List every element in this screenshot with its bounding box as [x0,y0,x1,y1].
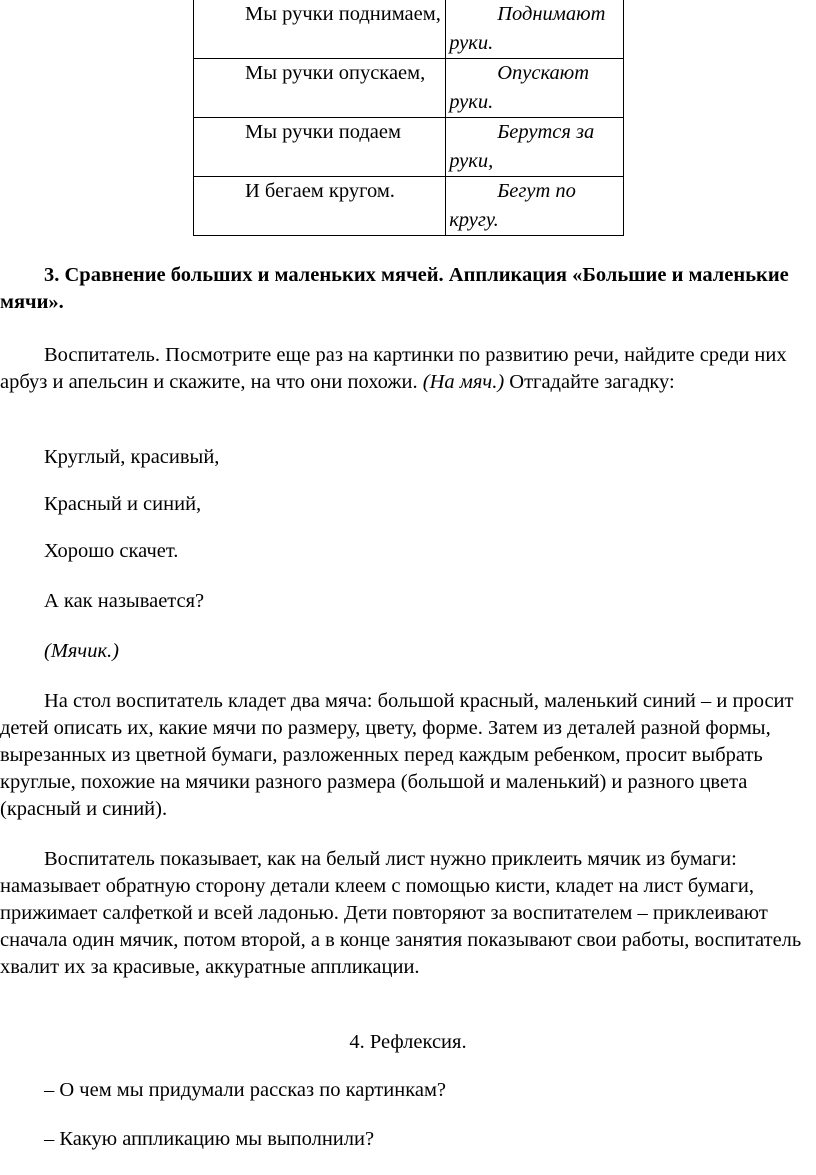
table-row [194,59,624,118]
poem-line-cell [194,177,446,236]
table-row [194,177,624,236]
poem-line-cell [194,0,446,59]
poem-action-cell [446,0,624,59]
poem-line: Мы ручки поднимаем, [245,3,441,25]
table-row [194,118,624,177]
riddle-line: А как называется? [44,590,205,612]
section-3-heading: 3. Сравнение больших и маленьких мячей. Аппликация «Большие и маленькие мячи». [0,264,789,313]
section-3-intro: Воспитатель. Посмотрите еще раз на картинки по развитию речи, найдите среди них арбуз и апельсин и скажите, на что они похожи. (На мяч.) Отгадайте загадку: [0,344,787,393]
intro-hint: (На мяч.) [422,371,505,393]
poem-action: Берутся за руки, [449,121,595,172]
poem-action: Поднимают руки. [449,3,606,54]
paragraph: На стол воспитатель кладет два мяча: большой красный, маленький синий – и просит детей описать их, какие мячи по размеру, цвету, форме. Затем из деталей разной формы, вырезанных из цветной бумаги, разложенных перед каждым ребенком, просит выбрать круглые, похожие на мячики разного размера (большой и маленький) и разного цвета (красный и синий). [0,690,794,820]
riddle-line: Круглый, красивый, [44,446,220,468]
poem-action: Бегут по кругу. [449,180,576,231]
reflection-question: – О чем мы придумали рассказ по картинкам? [44,1079,447,1101]
poem-action: Опускают руки. [449,62,590,113]
riddle-answer: (Мячик.) [44,640,120,662]
poem-line: Мы ручки подаем [245,121,401,143]
poem-action-cell [446,177,624,236]
poem-line: Мы ручки опускаем, [245,62,426,84]
poem-action-cell [446,118,624,177]
poem-line: И бегаем кругом. [245,180,395,202]
riddle-line: Хорошо скачет. [44,540,179,562]
poem-table [193,0,624,236]
section-4-heading: 4. Рефлексия. [349,1031,467,1053]
riddle-line: Красный и синий, [44,493,202,515]
poem-line-cell [194,118,446,177]
paragraph: Воспитатель показывает, как на белый лист нужно приклеить мячик из бумаги: намазывает обратную сторону детали клеем с помощью кисти, кладет на лист бумаги, прижимает салфеткой и всей ладонью. Дети повторяют за воспитателем – приклеивают сначала один мячик, потом второй, а в конце занятия показывают свои работы, воспитатель хвалит их за красивые, аккуратные аппликации. [0,848,802,978]
poem-action-cell [446,59,624,118]
poem-line-cell [194,59,446,118]
reflection-question: – Какую аппликацию мы выполнили? [44,1128,375,1150]
table-row [194,0,624,59]
